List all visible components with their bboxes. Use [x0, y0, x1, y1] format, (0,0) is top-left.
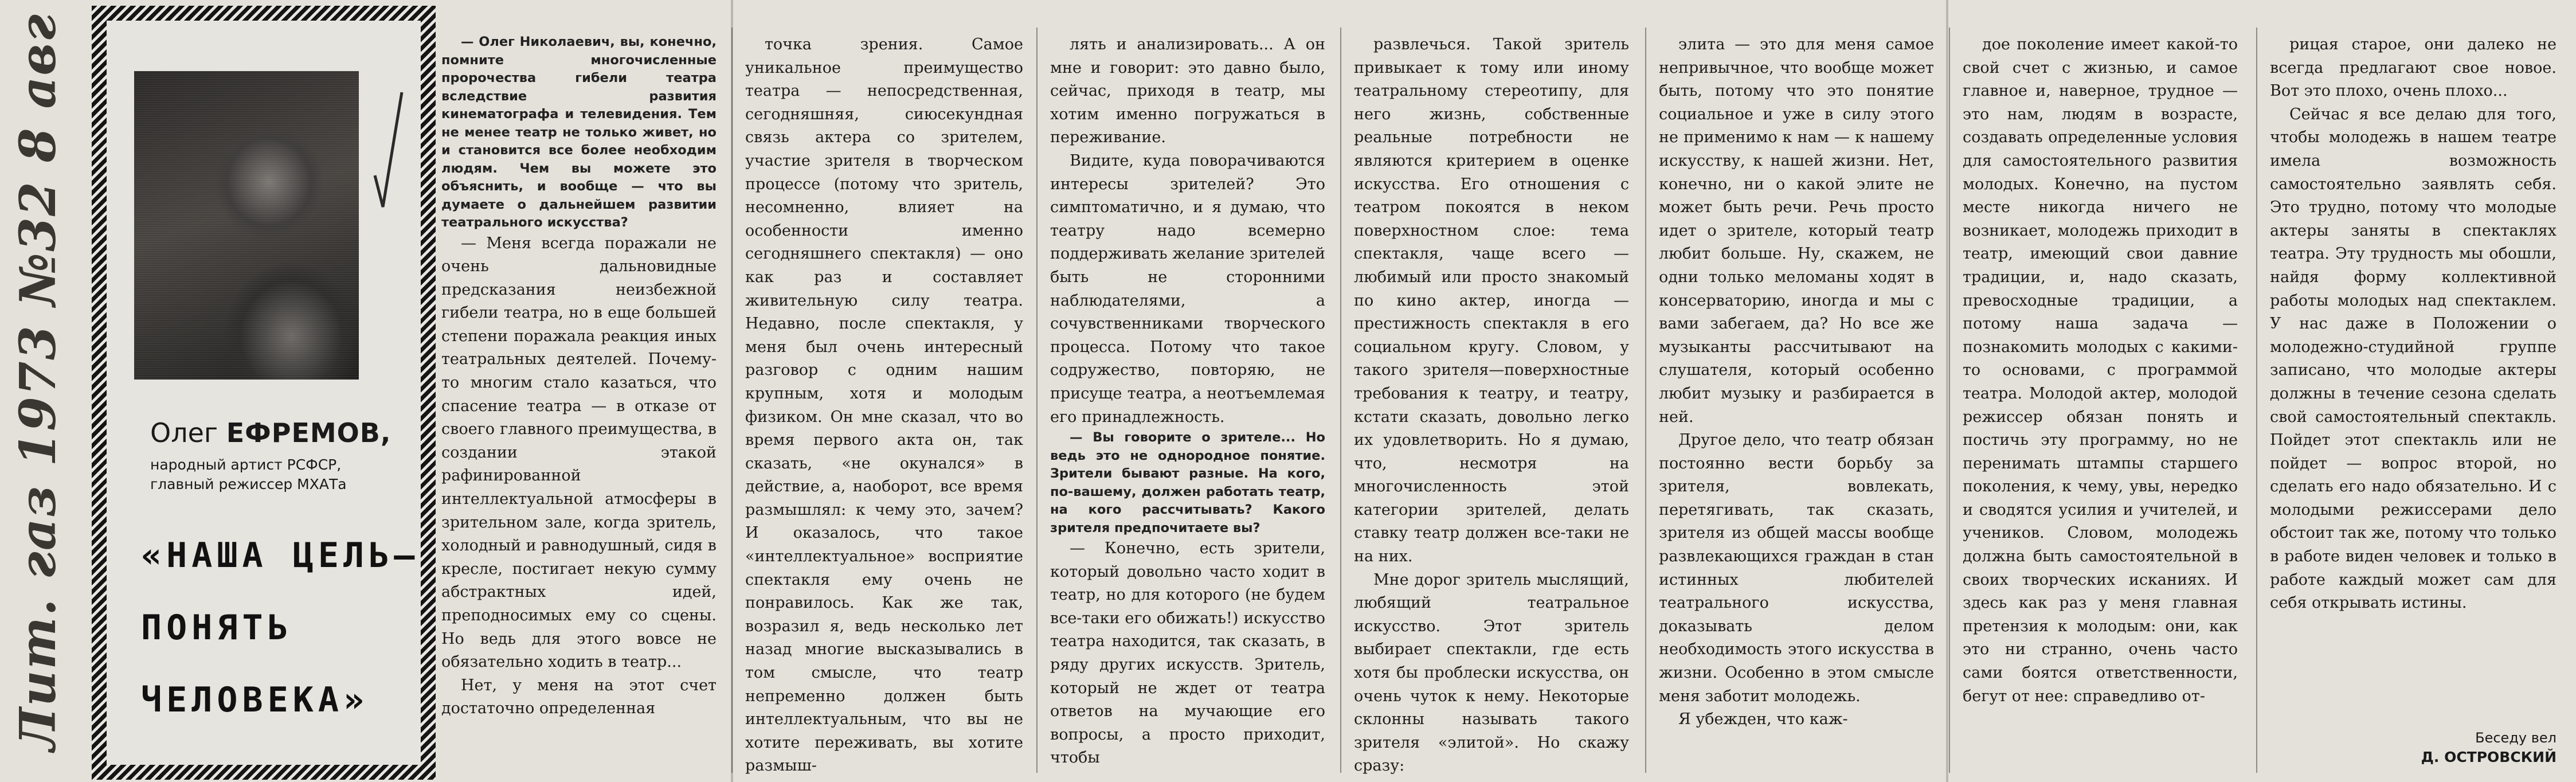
answer-paragraph: развлечься. Такой зритель привыкает к тому или иному театральному стереотипу, для него жизнь, собственные реальные потребности не являются критерием в оценке искусства. Его отношения с театром покоятся в неком поверхностном слое: тема спектакля, чаще всего — любимый или просто знакомый по кино актер, иногда — престижность спектакля в его социальном кругу. Словом, у такого зрителя—поверхностные требования к театру, и театру, кстати сказать, довольно легко их удовлетворить. Но я думаю, что, несмотря на многочисленность этой категории зрителей, делать ставку театр должен все-таки не на них.	[1354, 36, 1629, 566]
author-first-name: Олег	[150, 417, 218, 448]
author-title	[150, 455, 425, 494]
author-title-line1: народный артист РСФСР,	[150, 456, 342, 473]
answer-paragraph: Видите, куда поворачиваются интересы зрителей? Это симптоматично, и я думаю, что театру надо всемерно поддерживать желание зрителей быть не сторонними наблюдателями, а сочувственниками творческого процесса. Потому что такое содружество, повторяю, не присуще театра, а неотъемлемая его принадлежность.	[1050, 151, 1325, 426]
answer-paragraph: Нет, у меня на этот счет достаточно определенная	[441, 676, 717, 718]
column-rule	[2256, 28, 2257, 773]
answer-paragraph: — Конечно, есть зрители, который довольно часто ходит в театр, но для которого (не будем все-таки его обижать!) искусство театра находится, так сказать, в ряду других искусств. Зритель, который не ждет от театра ответов на мучающие его вопросы, а просто приходит, чтобы	[1050, 539, 1325, 767]
author-title-line2: главный режиссер МХАТа	[150, 476, 347, 492]
answer-paragraph: лять и анализировать... А он мне и говорит: это давно было, сейчас, приходя в театр, мы хотим именно погружаться в переживание.	[1050, 36, 1325, 147]
author-photo	[134, 71, 359, 380]
column-rule	[1949, 28, 1950, 773]
column-rule	[1340, 28, 1341, 773]
interviewer-question: — Вы говорите о зрителе... Но ведь это не однородное понятие. Зрители бывают разные. На кого, по-вашему, должен работать театр, на кого рассчитывать? Какого зрителя предпочитаете вы?	[1050, 430, 1325, 535]
signoff-label: Беседу вел	[2475, 730, 2557, 746]
answer-paragraph: рицая старое, они далеко не всегда предлагают свое новое. Вот это плохо, очень плохо...	[2270, 36, 2557, 100]
headline-line-1: «НАША ЦЕЛЬ—	[141, 535, 420, 576]
interview-signoff	[2396, 728, 2557, 767]
answer-paragraph: точка зрения. Самое уникальное преимущество театра — непосредственная, сегодняшняя, сиюсекундная связь актера со зрителем, участие зрителя в творческом процессе (потому что зритель, несомненно, влияет на особенности именно сегодняшнего спектакля) — оно как раз и составляет живительную силу театра. Недавно, после спектакля, у меня был очень интересный разговор с одним нашим крупным, хотя и молодым физиком. Он мне сказал, что во время первого акта он, так сказать, «не окунался» в действие, а, наоборот, все время размышлял: к чему это, зачем? И оказалось, что такое «интеллектуальное» восприятие спектакля ему очень не понравилось. Как же так, возразил я, ведь несколько лет назад многие высказывались в том смысле, что театр непременно должен быть интеллектуальным, что вы не хотите переживать, вы хотите размыш-	[745, 36, 1023, 775]
author-last-name: ЕФРЕМОВ,	[226, 417, 392, 448]
signoff-name: Д. ОСТРОВСКИЙ	[2421, 749, 2557, 765]
answer-paragraph: Мне дорог зритель мыслящий, любящий театральное искусство. Этот зритель выбирает спектакли, где есть хотя бы проблески искусства, он очень чуток к нему. Некоторые склонны называть такого зрителя «элитой». Но скажу сразу:	[1354, 570, 1629, 775]
answer-paragraph: Сейчас я все делаю для того, чтобы молодежь в нашем театре имела возможность самостоятельно заявлять себя. Это трудно, потому что молодые актеры заняты в спектаклях театра. Эту трудность мы обошли, найдя форму коллективной работы молодых над спектаклем. У нас даже в Положении о молодежно-студийной группе записано, что молодые актеры должны в течение сезона сделать свой самостоятельный спектакль. Пойдет этот спектакль или не пойдет — вопрос второй, но сделать его надо обязательно. И с молодыми режиссерами дело обстоит так же, потому что только в работе виден человек и только в работе каждый может сам для себя открывать истины.	[2270, 105, 2557, 612]
pencil-check-mark	[370, 89, 405, 216]
answer-paragraph: — Меня всегда поражали не очень дальновидные предсказания неизбежной гибели театра, но в еще большей степени поражала реакция иных театральных деятелей. Почему-то многим стало казаться, что спасение театра — в отказе от своего главного преимущества, в создании этакой рафинированной интеллектуальной атмосферы в зрительном зале, когда зритель, холодный и равнодушный, сидя в кресле, постигает некую сумму абстрактных идей, преподносимых ему со сцены. Но ведь для этого вовсе не обязательно ходить в театр...	[441, 234, 717, 671]
article-column-4	[1354, 33, 1629, 775]
headline-line-2: ПОНЯТЬ	[141, 608, 293, 648]
article-column-3	[1050, 33, 1325, 767]
answer-paragraph: дое поколение имеет какой-то свой счет с жизнью, и самое главное и, наверное, трудное — это нам, людям в возрасте, создавать определенные условия для самостоятельного развития молодых. Конечно, на пустом месте никогда ничего не возникает, молодежь приходит в театр, имеющий свои давние традиции, и, надо сказать, превосходные традиции, а потому наша задача — познакомить молодых с какими-то основами, с программой театра. Молодой актер, молодой режиссер обязан понять и постичь эту программу, но не перенимать штампы старшего поколения, к чему, увы, нередко и сводятся усилия и учителей, и учеников. Словом, молодежь должна быть самостоятельной в своих творческих исканиях. И здесь как раз у меня главная претензия к молодым: они, как это ни странно, очень часто сами боятся ответственности, бегут от нее: справедливо от-	[1963, 36, 2238, 705]
article-column-2	[745, 33, 1023, 775]
column-rule	[1036, 28, 1038, 773]
handwritten-note-text: Лит. газ 1973 №32 8 авг	[9, 13, 67, 751]
author-name	[150, 417, 414, 448]
paper-fold-crease	[1946, 0, 1948, 782]
headline	[141, 519, 420, 736]
author-panel-frame	[92, 6, 436, 780]
paper-fold-crease	[731, 0, 733, 782]
article-column-6	[1963, 33, 2238, 761]
answer-paragraph: Я убежден, что каж-	[1678, 710, 1848, 729]
author-panel	[107, 21, 421, 765]
interviewer-question: — Олег Николаевич, вы, конечно, помните многочисленные пророчества гибели театра вследствие развития кинематографа и телевидения. Тем не менее театр не только живет, но и становится все более необходим людям. Чем вы можете это объяснить, и вообще — что вы думаете о дальнейшем развитии театрального искусства?	[441, 34, 717, 230]
answer-paragraph: элита — это для меня самое непривычное, что вообще может быть, потому что это понятие социальное и уже в силу этого не применимо к нам — к нашему искусству, к нашей жизни. Нет, конечно, ни о какой элите не может быть речи. Речь просто идет о зрителе, который театр любит больше. Ну, скажем, не одни только меломаны ходят в консерваторию, иногда и мы с вами забегаем, да? Но все же музыканты рассчитывают на слушателя, который особенно любит музыку и разбирается в ней.	[1659, 36, 1934, 426]
answer-paragraph: Другое дело, что театр обязан постоянно вести борьбу за зрителя, вовлекать, перетягивать, так сказать, зрителя из общей массы вообще развлекающихся граждан в стан истинных любителей театрального искусства, доказывать делом необходимость этого искусства в жизни. Особенно в этом смысле меня заботит молодежь.	[1659, 431, 1934, 705]
column-rule	[1645, 28, 1646, 773]
headline-line-3: ЧЕЛОВЕКА»	[141, 680, 369, 720]
article-column-7	[2270, 33, 2557, 761]
article-column-5	[1659, 33, 1934, 761]
article-column-1	[441, 33, 717, 761]
